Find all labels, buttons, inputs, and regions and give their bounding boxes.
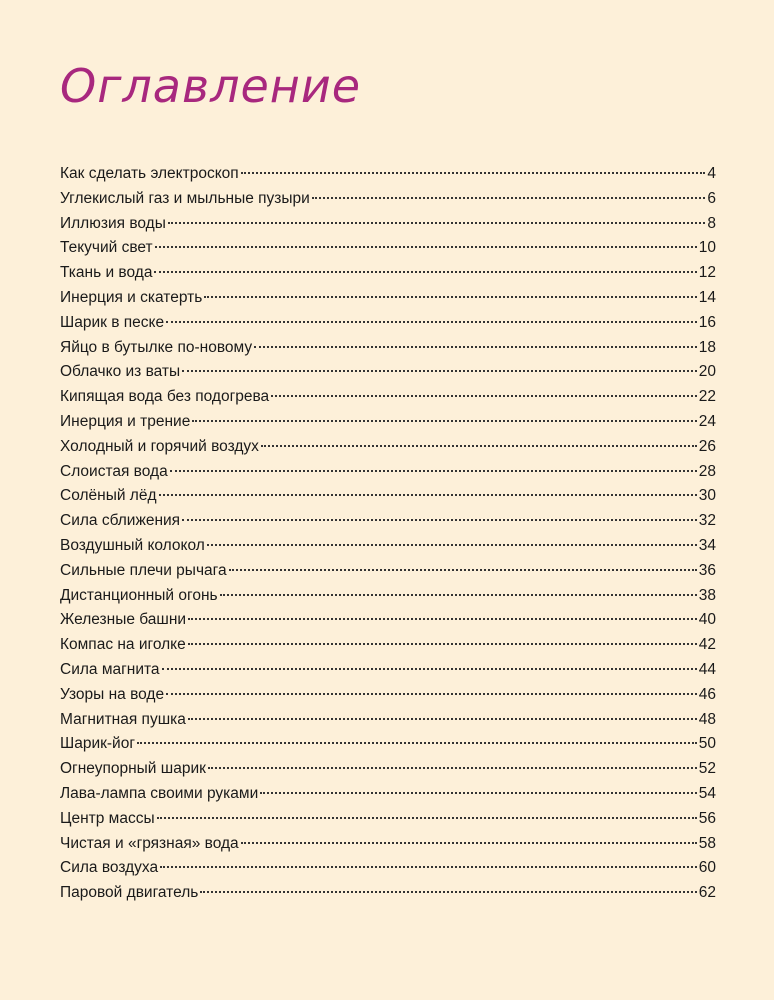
toc-entry-label: Яйцо в бутылке по-новому <box>60 338 253 356</box>
toc-entry <box>60 732 716 757</box>
toc-entry <box>60 832 716 857</box>
toc-entry <box>60 584 716 609</box>
toc-entry <box>60 633 716 658</box>
toc-entry-page-number: 26 <box>698 437 716 455</box>
toc-entry <box>60 212 716 237</box>
toc-entry-label: Инерция и скатерть <box>60 288 203 306</box>
dot-leader <box>261 445 697 447</box>
dot-leader <box>137 742 697 744</box>
toc-entry <box>60 435 716 460</box>
toc-entry-label: Центр массы <box>60 809 155 827</box>
toc-entry-page-number: 54 <box>698 784 716 802</box>
toc-entry <box>60 162 716 187</box>
toc-entry-label: Железные башни <box>60 611 187 629</box>
toc-entry <box>60 484 716 509</box>
table-of-contents <box>60 162 716 906</box>
toc-entry-page-number: 58 <box>698 834 716 852</box>
dot-leader <box>241 842 697 844</box>
dot-leader <box>192 420 696 422</box>
dot-leader <box>162 668 697 670</box>
toc-entry-label: Компас на иголке <box>60 636 186 654</box>
toc-entry-label: Иллюзия воды <box>60 214 166 232</box>
toc-entry-label: Сила воздуха <box>60 859 159 877</box>
dot-leader <box>241 172 706 174</box>
toc-entry-page-number: 6 <box>707 189 716 207</box>
toc-entry <box>60 460 716 485</box>
toc-entry <box>60 261 716 286</box>
toc-entry-page-number: 44 <box>698 660 716 678</box>
dot-leader <box>260 792 697 794</box>
toc-entry-page-number: 12 <box>698 264 716 282</box>
toc-entry <box>60 856 716 881</box>
toc-entry <box>60 311 716 336</box>
dot-leader <box>207 544 697 546</box>
dot-leader <box>254 346 697 348</box>
toc-entry-label: Холодный и горячий воздух <box>60 437 259 455</box>
toc-entry <box>60 881 716 906</box>
dot-leader <box>155 246 697 248</box>
toc-entry-page-number: 8 <box>707 214 716 232</box>
toc-entry-page-number: 34 <box>698 536 716 554</box>
dot-leader <box>182 519 697 521</box>
dot-leader <box>154 271 696 273</box>
toc-entry <box>60 534 716 559</box>
toc-entry-label: Лава-лампа своими руками <box>60 784 259 802</box>
toc-entry <box>60 360 716 385</box>
toc-entry <box>60 187 716 212</box>
toc-entry <box>60 559 716 584</box>
dot-leader <box>170 470 697 472</box>
dot-leader <box>271 395 697 397</box>
toc-entry <box>60 757 716 782</box>
dot-leader <box>166 693 697 695</box>
toc-entry-page-number: 38 <box>698 586 716 604</box>
toc-entry-page-number: 4 <box>707 165 716 182</box>
toc-entry-label: Сила магнита <box>60 660 160 678</box>
toc-entry <box>60 782 716 807</box>
toc-entry <box>60 236 716 261</box>
toc-entry-page-number: 52 <box>698 760 716 778</box>
toc-entry-page-number: 22 <box>698 388 716 406</box>
toc-entry-page-number: 40 <box>698 611 716 629</box>
toc-entry-page-number: 20 <box>698 363 716 381</box>
dot-leader <box>200 891 696 893</box>
toc-entry-page-number: 56 <box>698 809 716 827</box>
toc-entry-label: Сильные плечи рычага <box>60 561 227 579</box>
toc-entry-label: Слоистая вода <box>60 462 168 480</box>
toc-entry-page-number: 36 <box>698 561 716 579</box>
toc-entry-label: Облачко из ваты <box>60 363 181 381</box>
dot-leader <box>229 569 697 571</box>
dot-leader <box>188 718 697 720</box>
dot-leader <box>188 618 697 620</box>
dot-leader <box>220 594 697 596</box>
dot-leader <box>168 222 706 224</box>
toc-entry-page-number: 50 <box>698 735 716 753</box>
toc-entry-page-number: 14 <box>698 288 716 306</box>
toc-entry-label: Магнитная пушка <box>60 710 186 728</box>
toc-entry <box>60 286 716 311</box>
toc-entry-page-number: 24 <box>698 412 716 430</box>
toc-entry-page-number: 16 <box>698 313 716 331</box>
toc-entry <box>60 410 716 435</box>
toc-entry-label: Шарик в песке <box>60 313 165 331</box>
toc-entry-label: Кипящая вода без подогрева <box>60 388 270 406</box>
dot-leader <box>188 643 697 645</box>
toc-entry-label: Текучий свет <box>60 239 153 257</box>
toc-entry <box>60 385 716 410</box>
toc-entry-label: Воздушный колокол <box>60 536 205 554</box>
toc-entry-page-number: 42 <box>698 636 716 654</box>
toc-entry-label: Дистанционный огонь <box>60 586 218 604</box>
toc-entry-page-number: 18 <box>698 338 716 356</box>
toc-entry-label: Углекислый газ и мыльные пузыри <box>60 189 310 207</box>
toc-entry-label: Чистая и «грязная» вода <box>60 834 239 852</box>
toc-entry-page-number: 46 <box>698 685 716 703</box>
toc-entry-page-number: 30 <box>698 487 716 505</box>
dot-leader <box>204 296 696 298</box>
toc-entry-label: Солёный лёд <box>60 487 157 505</box>
toc-entry <box>60 336 716 361</box>
toc-entry <box>60 658 716 683</box>
toc-entry-label: Шарик-йог <box>60 735 135 753</box>
toc-entry-page-number: 28 <box>698 462 716 480</box>
toc-entry-label: Сила сближения <box>60 512 181 530</box>
toc-entry-page-number: 60 <box>698 859 716 877</box>
toc-entry <box>60 807 716 832</box>
dot-leader <box>182 370 697 372</box>
toc-entry-label: Паровой двигатель <box>60 884 199 902</box>
toc-entry <box>60 683 716 708</box>
dot-leader <box>312 197 706 199</box>
toc-entry-page-number: 62 <box>698 884 716 902</box>
toc-entry-page-number: 10 <box>698 239 716 257</box>
toc-entry <box>60 708 716 733</box>
toc-entry-label: Как сделать электроскоп <box>60 165 239 182</box>
toc-entry-label: Узоры на воде <box>60 685 165 703</box>
toc-entry-label: Огнеупорный шарик <box>60 760 206 778</box>
dot-leader <box>159 494 697 496</box>
dot-leader <box>208 767 697 769</box>
page-title: Оглавление <box>60 59 362 113</box>
toc-entry <box>60 608 716 633</box>
dot-leader <box>160 866 697 868</box>
toc-entry-label: Инерция и трение <box>60 412 191 430</box>
dot-leader <box>166 321 697 323</box>
toc-entry <box>60 509 716 534</box>
toc-entry-page-number: 32 <box>698 512 716 530</box>
dot-leader <box>157 817 697 819</box>
toc-entry-page-number: 48 <box>698 710 716 728</box>
toc-entry-label: Ткань и вода <box>60 264 153 282</box>
